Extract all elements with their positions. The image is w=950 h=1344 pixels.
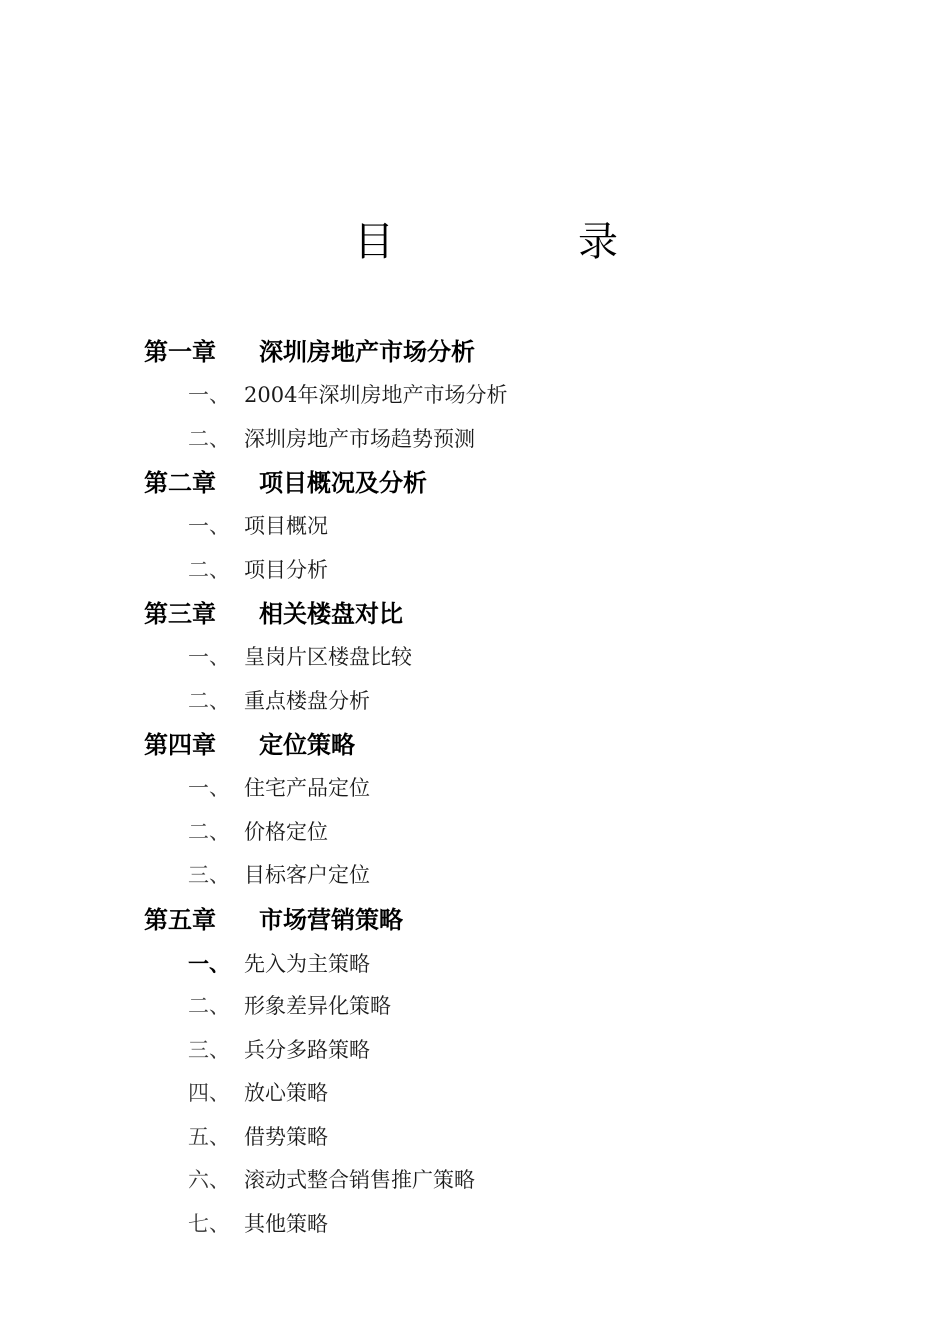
section-title: 兵分多路策略 — [244, 1037, 370, 1062]
section-entry[interactable] — [144, 505, 864, 549]
section-number: 三、 — [188, 863, 230, 887]
section-title: 项目概况 — [244, 514, 328, 538]
section-title: 滚动式整合销售推广策略 — [244, 1168, 475, 1192]
section-entry[interactable] — [144, 549, 864, 593]
chapter-heading[interactable] — [144, 723, 864, 767]
section-number: 一、 — [188, 383, 230, 407]
section-entry[interactable] — [144, 1072, 864, 1116]
section-title: 目标客户定位 — [244, 863, 370, 887]
chapter-heading[interactable] — [144, 330, 864, 374]
chapter-number: 第五章 — [144, 905, 216, 934]
chapter-title: 定位策略 — [259, 731, 355, 759]
section-entry[interactable] — [144, 1029, 864, 1073]
section-title: 放心策略 — [244, 1081, 328, 1105]
section-title: 先入为主策略 — [244, 951, 370, 976]
chapter-title: 市场营销策略 — [259, 905, 403, 934]
section-title: 形象差异化策略 — [244, 994, 391, 1018]
section-entry[interactable] — [144, 942, 864, 986]
chapter-number: 第三章 — [144, 600, 216, 628]
section-title: 深圳房地产市场趋势预测 — [244, 426, 475, 451]
section-entry[interactable] — [144, 811, 864, 855]
chapter-heading[interactable] — [144, 461, 864, 505]
section-entry[interactable] — [144, 985, 864, 1029]
toc-title — [0, 214, 950, 270]
section-number: 二、 — [188, 994, 230, 1018]
chapter-heading[interactable] — [144, 898, 864, 942]
section-number: 一、 — [188, 776, 230, 800]
section-number: 一、 — [188, 950, 230, 976]
section-entry[interactable] — [144, 1159, 864, 1203]
toc-title-char-1: 目 — [354, 219, 394, 265]
section-number: 三、 — [188, 1037, 230, 1062]
table-of-contents — [144, 330, 864, 1246]
section-title: 其他策略 — [244, 1211, 328, 1236]
section-number: 一、 — [188, 645, 230, 669]
chapter-heading[interactable] — [144, 592, 864, 636]
section-number: 二、 — [188, 688, 230, 713]
section-number: 二、 — [188, 426, 230, 451]
chapter-number: 第一章 — [144, 338, 216, 366]
section-number: 七、 — [188, 1211, 230, 1236]
chapter-number: 第二章 — [144, 469, 216, 497]
section-number: 一、 — [188, 514, 230, 538]
section-entry[interactable] — [144, 680, 864, 724]
section-number: 二、 — [188, 557, 230, 582]
section-title: 项目分析 — [244, 557, 328, 582]
chapter-number: 第四章 — [144, 731, 216, 759]
section-entry[interactable] — [144, 636, 864, 680]
chapter-title: 相关楼盘对比 — [259, 600, 403, 628]
section-entry[interactable] — [144, 1116, 864, 1160]
section-entry[interactable] — [144, 767, 864, 811]
section-entry[interactable] — [144, 418, 864, 462]
section-entry[interactable] — [144, 374, 864, 418]
section-title: 2004年深圳房地产市场分析 — [244, 383, 508, 407]
section-number: 六、 — [188, 1168, 230, 1192]
section-title: 皇岗片区楼盘比较 — [244, 645, 412, 669]
section-number: 二、 — [188, 819, 230, 844]
chapter-title: 项目概况及分析 — [259, 469, 427, 497]
toc-title-char-2: 录 — [578, 219, 618, 265]
section-number: 五、 — [188, 1124, 230, 1149]
section-title: 住宅产品定位 — [244, 776, 370, 800]
section-entry[interactable] — [144, 854, 864, 898]
section-title: 借势策略 — [244, 1124, 328, 1149]
section-number: 四、 — [188, 1081, 230, 1105]
section-title: 价格定位 — [244, 819, 328, 844]
section-title: 重点楼盘分析 — [244, 688, 370, 713]
section-entry[interactable] — [144, 1203, 864, 1247]
chapter-title: 深圳房地产市场分析 — [259, 338, 475, 366]
